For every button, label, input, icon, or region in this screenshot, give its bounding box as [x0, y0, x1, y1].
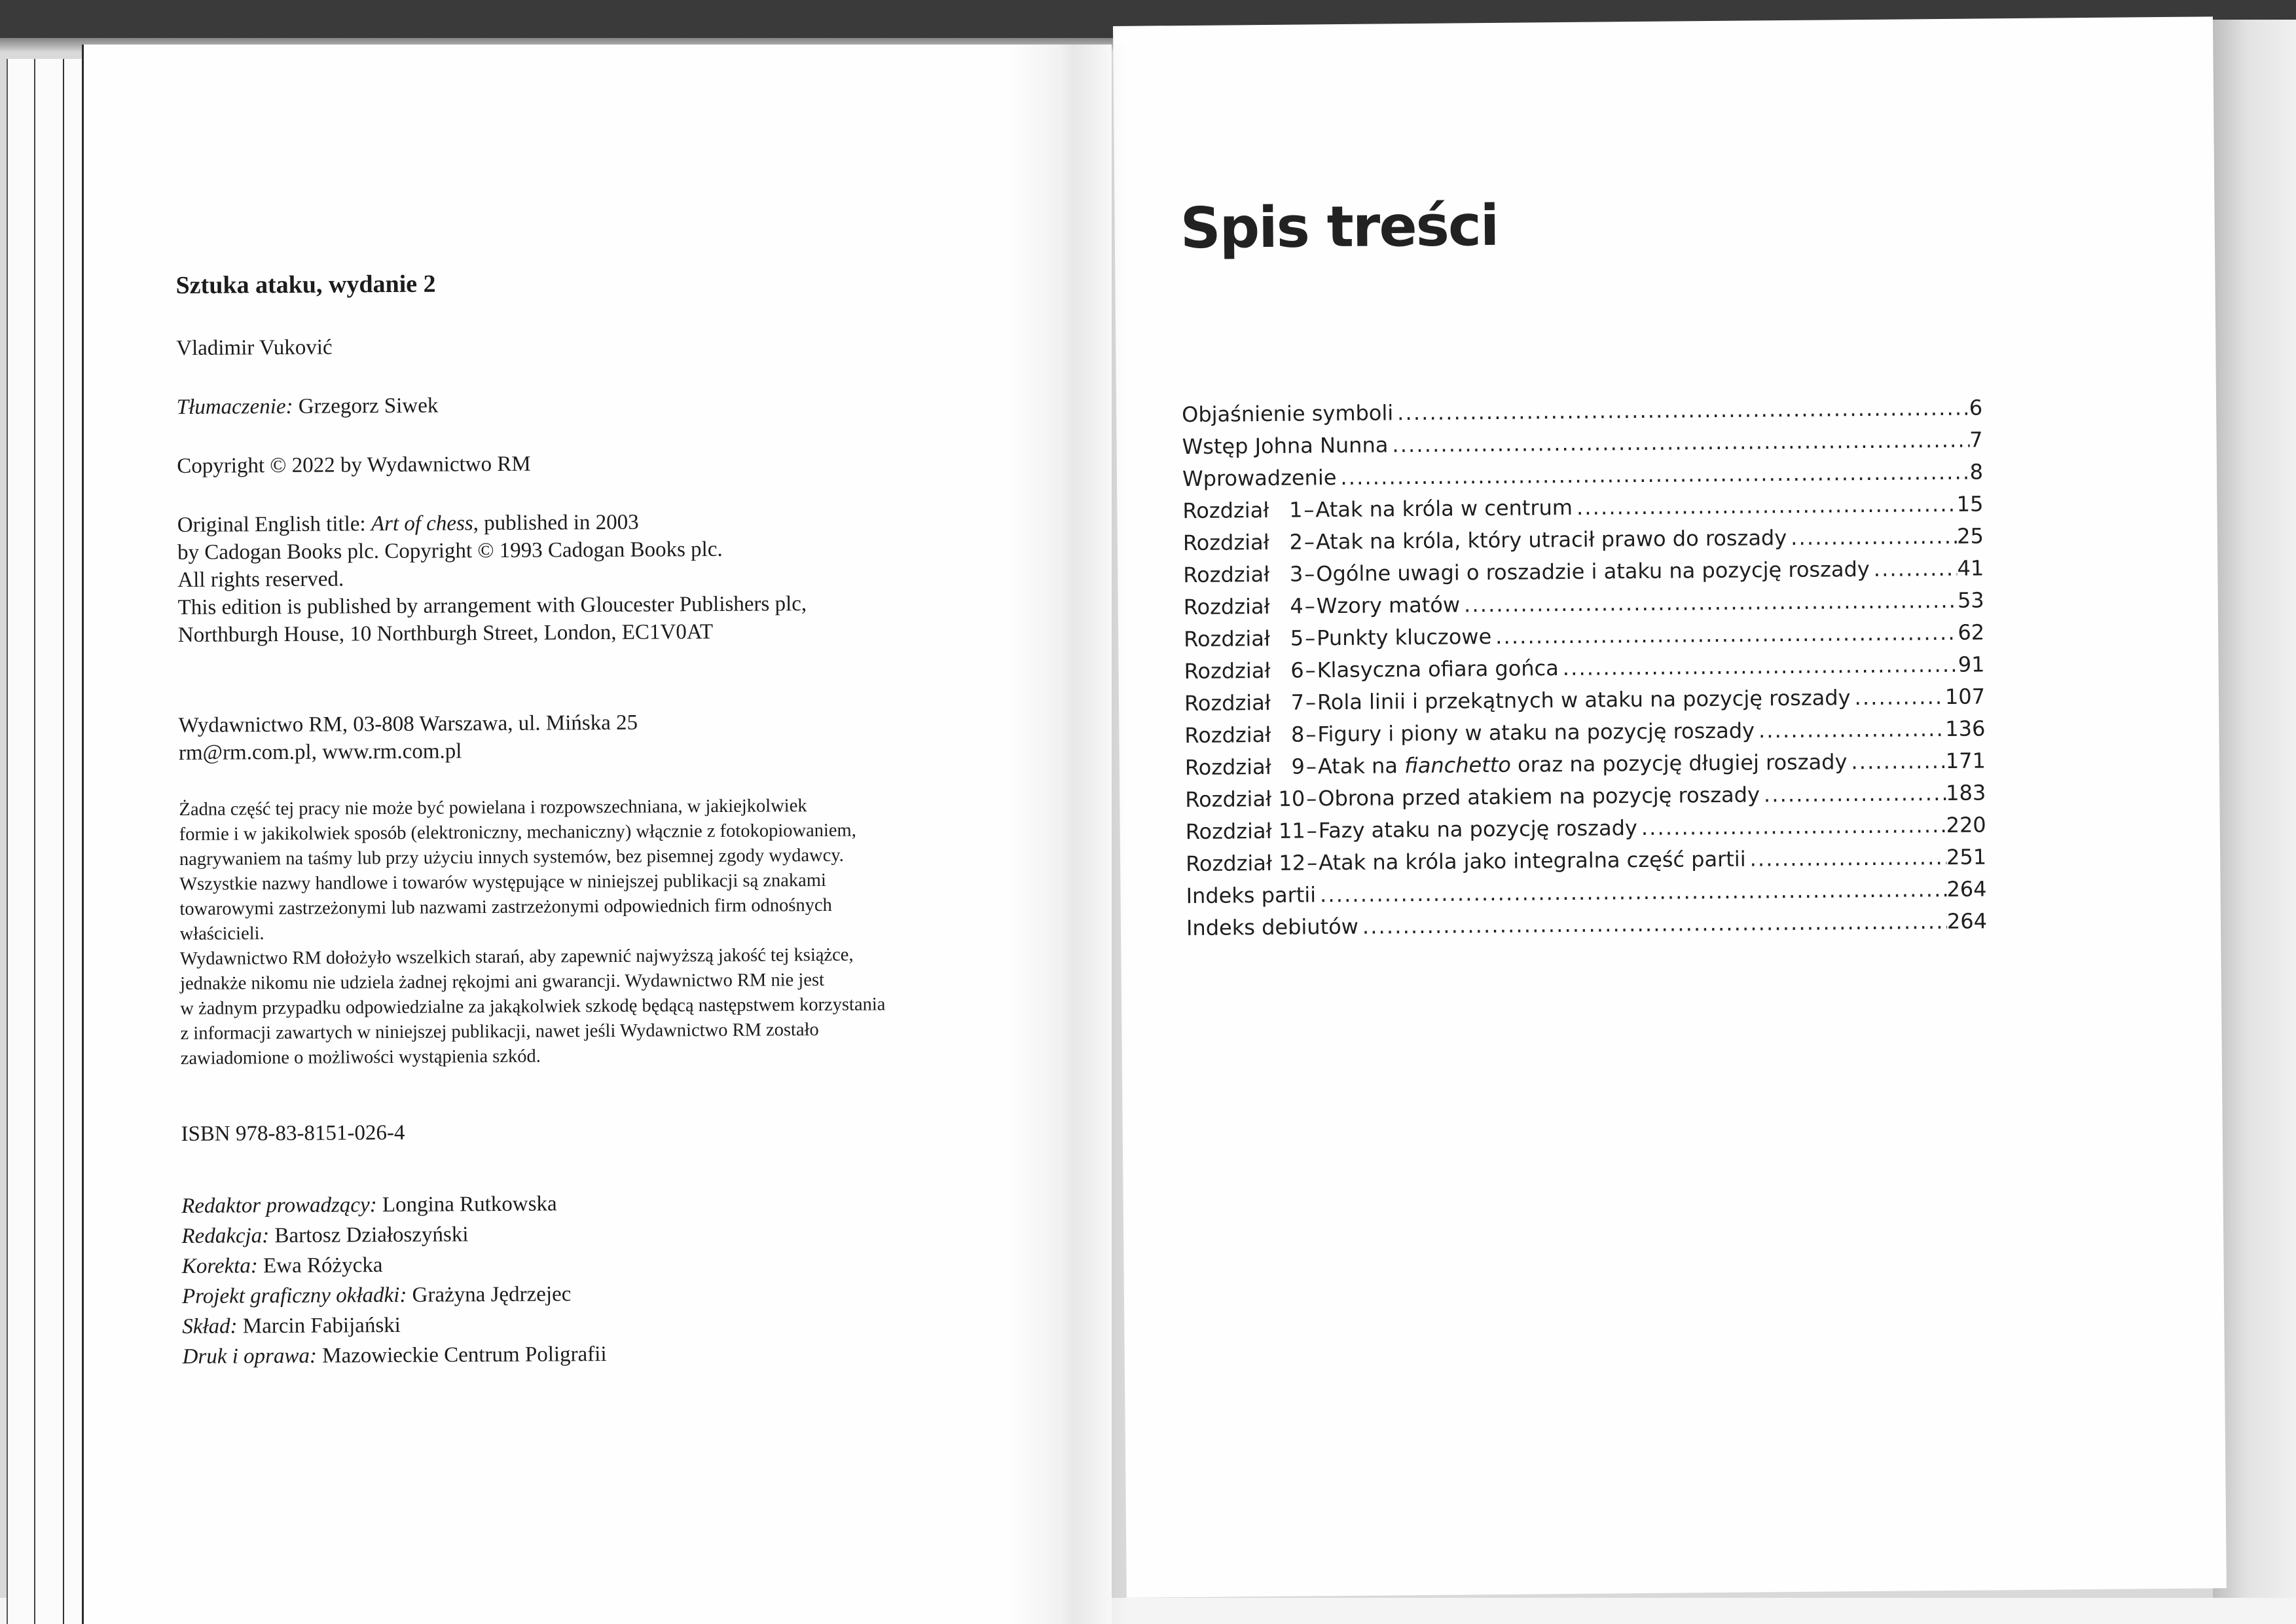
toc-leader-dots: [1850, 682, 1945, 712]
toc-dash: –: [1305, 722, 1317, 747]
left-page-imprint: [84, 45, 1112, 1624]
toc-chapter-entry: [1184, 618, 1984, 654]
toc-leader-dots: [1745, 843, 1946, 874]
toc-entry-page: 25: [1956, 523, 1984, 549]
toc-dash: –: [1305, 754, 1317, 779]
right-page-toc: [1113, 16, 2227, 1598]
toc-chapter-number: 2: [1289, 529, 1303, 555]
toc-entry: [1186, 874, 1986, 910]
isbn: ISBN 978-83-8151-026-4: [181, 1120, 405, 1146]
toc-entry-page: 264: [1946, 908, 1988, 934]
toc-entry-page: 251: [1946, 844, 1987, 870]
toc-chapter-number: 7: [1290, 690, 1305, 715]
toc-entry-page: 15: [1956, 491, 1984, 517]
notice-line: towarowymi zastrzeżonymi lub nazwami zastrzeżonymi odpowiednich firm odnośnych: [179, 895, 832, 919]
credit-line: [182, 1251, 383, 1282]
toc-chapter-word: Rozdział: [1182, 529, 1269, 556]
toc-leader-dots: [1870, 554, 1958, 583]
toc-chapter-word: Rozdział: [1183, 561, 1270, 588]
toc-leader-dots: [1573, 490, 1957, 522]
toc-entry-page: 7: [1969, 427, 1983, 452]
toc-leader-dots: [1491, 618, 1958, 651]
book-gutter-shadow: [1008, 45, 1126, 1624]
credit-name: Mazowieckie Centrum Poligrafii: [322, 1342, 607, 1368]
toc-chapter-number: 8: [1290, 722, 1305, 747]
toc-chapter-entry: [1184, 650, 1984, 686]
toc-chapter-entry: [1186, 810, 1986, 846]
toc-leader-dots: [1336, 458, 1970, 492]
toc-leader-dots: [1358, 907, 1947, 941]
credit-role: Druk i oprawa:: [182, 1344, 318, 1369]
toc-leader-dots: [1847, 747, 1946, 776]
toc-chapter-word: Rozdział: [1185, 818, 1272, 845]
original-title-suffix: , published in 2003: [473, 510, 639, 536]
toc-chapter-word: Rozdział: [1182, 497, 1269, 524]
credit-name: Longina Rutkowska: [382, 1192, 557, 1217]
toc-entry-label: Obrona przed atakiem na pozycję roszady: [1318, 782, 1760, 811]
credit-line: [181, 1189, 557, 1221]
original-title: Art of chess: [371, 511, 473, 536]
credit-name: Ewa Różycka: [263, 1253, 383, 1278]
toc-entry-label: Wprowadzenie: [1182, 465, 1337, 492]
publisher-address: Wydawnictwo RM, 03-808 Warszawa, ul. Mińska 25: [178, 710, 638, 737]
toc-chapter-number: 5: [1290, 625, 1304, 651]
book-title: Sztuka ataku, wydanie 2: [175, 270, 436, 299]
toc-entry-label: Indeks debiutów: [1186, 913, 1359, 941]
toc-entry-page: 183: [1946, 780, 1986, 805]
credit-name: Marcin Fabijański: [242, 1313, 401, 1338]
toc-title: Spis treści: [1180, 193, 1499, 262]
toc-leader-dots: [1393, 394, 1969, 428]
toc-chapter-word: Rozdział: [1185, 786, 1272, 813]
toc-dash: –: [1306, 818, 1317, 843]
credit-role: Korekta:: [181, 1254, 258, 1278]
notice-line: zawiadomione o możliwości wystąpienia szkód.: [180, 1046, 541, 1069]
toc-entry-label-pre: Atak na: [1317, 753, 1405, 779]
notice-line: jednakże nikomu nie udziela żadnej rękojmi ani gwarancji. Wydawnictwo RM nie jest: [180, 969, 825, 994]
toc-leader-dots: [1460, 586, 1958, 619]
toc-entry: [1186, 906, 1987, 942]
toc-chapter-number: 1: [1288, 497, 1303, 523]
toc-entry: [1182, 425, 1982, 461]
toc-entry-page: 136: [1945, 716, 1986, 741]
toc-chapter-entry: [1184, 682, 1985, 718]
toc-entry-label-italic: fianchetto: [1404, 752, 1512, 779]
credit-line: [181, 1220, 468, 1251]
toc-dash: –: [1303, 529, 1315, 555]
toc-chapter-entry: [1183, 521, 1984, 557]
toc-entry-label: Wzory matów: [1316, 592, 1461, 619]
toc-chapter-entry: [1184, 585, 1984, 621]
credit-role: Redaktor prowadzący:: [181, 1193, 377, 1218]
toc-chapter-number: 3: [1289, 561, 1303, 587]
toc-chapter-entry: [1183, 553, 1984, 589]
toc-dash: –: [1304, 561, 1315, 587]
original-copyright-line: by Cadogan Books plc. Copyright © 1993 Cadogan Books plc.: [177, 537, 723, 564]
toc-chapter-entry: [1182, 489, 1983, 525]
author: Vladimir Vuković: [176, 335, 333, 360]
toc-entry: [1182, 393, 1982, 429]
toc-chapter-word: Rozdział: [1184, 754, 1271, 781]
toc-chapter-number: 4: [1290, 593, 1303, 619]
credit-line: [182, 1280, 572, 1312]
credit-line: [182, 1311, 401, 1342]
toc-entry-label: Atak na króla jako integralna część partii: [1318, 846, 1746, 876]
notice-line: w żadnym przypadku odpowiedzialne za jakąkolwiek szkodę będącą następstwem korzystania: [180, 994, 886, 1019]
notice-line: nagrywaniem na taśmy lub przy użyciu innych systemów, bez pisemnej zgody wydawcy.: [179, 845, 844, 870]
toc-entry-page: 62: [1958, 619, 1985, 645]
publisher-contact: rm@rm.com.pl, www.rm.com.pl: [178, 739, 462, 765]
toc-dash: –: [1303, 497, 1315, 523]
credit-role: Redakcja:: [181, 1224, 270, 1248]
copyright-line: Copyright © 2022 by Wydawnictwo RM: [177, 452, 531, 478]
toc-entry-label: Atak na króla w centrum: [1315, 494, 1573, 523]
toc-entry-page: 53: [1957, 587, 1984, 613]
toc-entry-label: Ogólne uwagi o roszadzie i ataku na pozycję roszady: [1316, 556, 1870, 587]
toc-chapter-word: Rozdział: [1184, 690, 1271, 716]
translator-name: Grzegorz Siwek: [298, 394, 439, 418]
toc-entry-label: Punkty kluczowe: [1316, 623, 1492, 651]
toc-chapter-number: 6: [1290, 657, 1304, 683]
toc-entry-label: Figury i piony w ataku na pozycję roszady: [1317, 718, 1755, 747]
toc-entry: [1182, 457, 1983, 493]
notice-line: z informacji zawartych w niniejszej publikacji, nawet jeśli Wydawnictwo RM zostało: [180, 1020, 819, 1044]
toc-entry-page: 220: [1946, 812, 1986, 838]
toc-chapter-entry: [1185, 746, 1986, 782]
notice-line: Wszystkie nazwy handlowe i towarów występujące w niniejszej publikacji są znakami: [179, 870, 826, 895]
arrangement-line: This edition is published by arrangement with Gloucester Publishers plc,: [177, 592, 807, 619]
toc-entry-label: Indeks partii: [1186, 882, 1317, 909]
translation-line: [177, 392, 439, 422]
toc-entry-label: Objaśnienie symboli: [1182, 400, 1394, 428]
toc-entry-page: 107: [1944, 684, 1986, 709]
arrangement-address-line: Northburgh House, 10 Northburgh Street, London, EC1V0AT: [177, 619, 714, 647]
toc-chapter-number: 11: [1278, 818, 1305, 843]
toc-chapter-word: Rozdział: [1186, 850, 1273, 877]
toc-dash: –: [1306, 786, 1317, 811]
credit-role: Skład:: [182, 1314, 238, 1338]
notice-line: właścicieli.: [179, 923, 264, 944]
toc-entry-label-post: oraz na pozycję długiej roszady: [1510, 749, 1848, 777]
toc-dash: –: [1304, 593, 1315, 619]
toc-entry-label: Rola linii i przekątnych w ataku na pozycję roszady: [1317, 685, 1851, 715]
toc-leader-dots: [1787, 522, 1957, 552]
toc-chapter-entry: [1185, 778, 1986, 814]
toc-chapter-number: 9: [1291, 754, 1305, 779]
credit-role: Projekt graficzny okładki:: [181, 1283, 407, 1308]
notice-line: formie i w jakikolwiek sposób (elektroniczny, mechaniczny) włącznie z fotokopiowaniem,: [179, 820, 856, 845]
toc-entry-page: 6: [1969, 395, 1983, 420]
rights-line: All rights reserved.: [177, 567, 344, 592]
translation-label: Tłumaczenie:: [176, 394, 293, 419]
toc-leader-dots: [1388, 426, 1969, 460]
toc-leader-dots: [1637, 811, 1946, 842]
toc-dash: –: [1305, 657, 1316, 683]
toc-entry-page: 8: [1969, 459, 1984, 485]
toc-entry-label: Fazy ataku na pozycję roszady: [1318, 815, 1638, 843]
toc-dash: –: [1306, 850, 1318, 876]
toc-chapter-word: Rozdział: [1184, 657, 1271, 684]
toc-entry-page: 264: [1946, 876, 1987, 902]
toc-entry-page: 171: [1945, 748, 1986, 773]
credit-line: [182, 1340, 606, 1372]
toc-chapter-word: Rozdział: [1184, 722, 1271, 748]
toc-dash: –: [1305, 625, 1316, 651]
toc-leader-dots: [1316, 875, 1947, 909]
toc-entry-page: 41: [1957, 555, 1984, 581]
toc-leader-dots: [1755, 714, 1946, 745]
credit-name: Bartosz Działoszyński: [274, 1223, 469, 1248]
toc-chapter-entry: [1184, 714, 1985, 750]
toc-entry-label: Wstęp Johna Nunna: [1182, 432, 1389, 460]
toc-chapter-number: 12: [1279, 850, 1306, 876]
notice-line: Wydawnictwo RM dołożyło wszelkich starań, aby zapewnić najwyższą jakość tej książce,: [179, 944, 854, 969]
toc-dash: –: [1305, 690, 1317, 715]
toc-chapter-word: Rozdział: [1183, 593, 1270, 620]
book-page-edges-right: [2213, 20, 2296, 1624]
toc-entry-label: Klasyczna ofiara gońca: [1317, 655, 1559, 683]
imprint-block: [175, 215, 1092, 1369]
notice-line: Żadna część tej pracy nie może być powielana i rozpowszechniana, w jakiejkolwiek: [179, 796, 807, 820]
toc-entry-page: 91: [1958, 652, 1985, 677]
original-title-prefix: Original English title:: [177, 512, 372, 537]
toc-chapter-number: 10: [1278, 786, 1305, 811]
credit-name: Grażyna Jędrzejec: [412, 1282, 572, 1307]
toc-chapter-word: Rozdział: [1184, 625, 1271, 652]
toc-leader-dots: [1559, 650, 1958, 682]
toc-entry-label: Atak na króla, który utracił prawo do roszady: [1315, 525, 1787, 555]
toc-leader-dots: [1760, 779, 1946, 809]
toc-chapter-entry: [1186, 842, 1986, 878]
